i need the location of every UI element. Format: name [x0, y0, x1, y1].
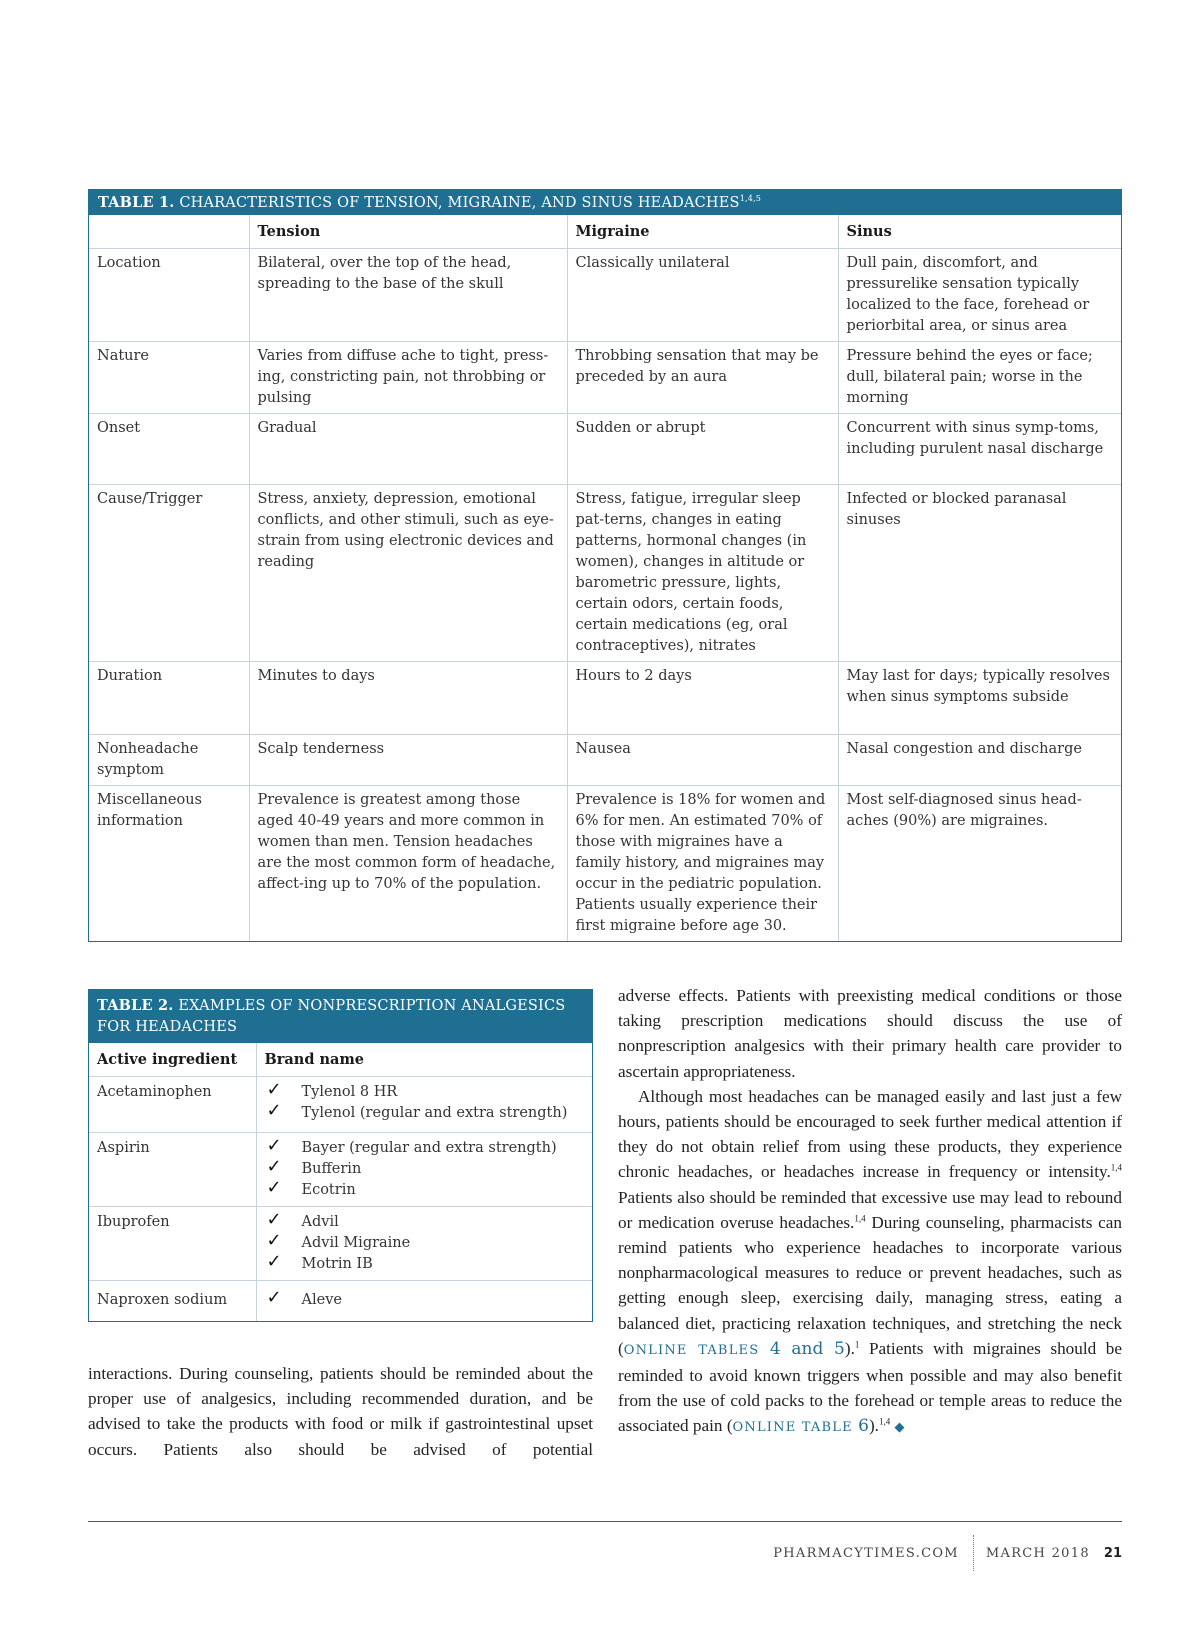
footer-rule [88, 1521, 1122, 1522]
column-header [89, 215, 249, 249]
table-row [89, 249, 1121, 342]
paragraph: interactions. During counseling, patients should be reminded about the proper use of analgesics, including recommended duration, and be advised to take the products with food or milk if gastrointestinal upset occurs. Patients also should be advised of potential [88, 1364, 593, 1459]
table-cell: Hours to 2 days [567, 662, 838, 735]
table-cell: Concurrent with sinus symp-toms, including purulent nasal discharge [838, 414, 1121, 485]
ingredient-cell: Ibuprofen [89, 1207, 256, 1281]
row-label: Location [89, 249, 249, 342]
column-header-active-ingredient: Active ingredient [89, 1043, 256, 1077]
table-row [89, 786, 1121, 942]
brand-name: Bayer (regular and extra strength) [301, 1140, 557, 1156]
list-item [265, 1287, 585, 1311]
and-word: and [780, 1338, 835, 1359]
table-cell: Minutes to days [249, 662, 567, 735]
table-row [89, 735, 1121, 786]
table-1-label: TABLE 1. [98, 194, 175, 211]
table-cell: Prevalence is greatest among those aged 40-49 years and more common in women than men. Tension headaches are the most common form of headache, affect-ing up to 70% of the population. [249, 786, 567, 942]
column-header-migraine: Migraine [567, 215, 838, 249]
row-label: Cause/Trigger [89, 485, 249, 662]
table-row [89, 1207, 592, 1281]
checkmark-icon: ✓ [266, 1230, 282, 1251]
row-label: Onset [89, 414, 249, 485]
table-row [89, 1281, 592, 1321]
text-run: Patients also should be reminded that excessive use may lead to rebound or medication overuse headaches. [618, 1187, 1122, 1232]
table-number: 4 [769, 1338, 781, 1359]
table-row [89, 485, 1121, 662]
brand-cell [256, 1281, 592, 1321]
table-2-grid [89, 1043, 592, 1321]
online-table-link[interactable] [732, 1416, 869, 1437]
text-run: Although most headaches can be managed easily and last just a few hours, patients should be encouraged to seek further medical attention if they do not obtain relief from using these products, they experience chronic headaches, or headaches increase in frequency or intensity. [618, 1086, 1122, 1182]
ingredient-cell: Naproxen sodium [89, 1281, 256, 1321]
row-label: Nonheadache symptom [89, 735, 249, 786]
list-item [265, 1209, 585, 1233]
table-1-refs: 1,4,5 [739, 194, 762, 204]
table-cell: Stress, anxiety, depression, emotional conflicts, and other stimuli, such as eye-strain from using electronic devices and reading [249, 485, 567, 662]
table-1-title: CHARACTERISTICS OF TENSION, MIGRAINE, AND SINUS HEADACHES [179, 195, 740, 211]
checkmark-icon: ✓ [266, 1156, 282, 1177]
footer-site: PHARMACYTIMES.COM [773, 1545, 959, 1561]
list-item [265, 1100, 585, 1124]
brand-name: Aleve [301, 1292, 342, 1309]
checkmark-icon: ✓ [266, 1135, 282, 1156]
brand-list [265, 1079, 585, 1124]
online-tables-text: ONLINE TABLES [623, 1342, 760, 1358]
brand-name: Advil Migraine [301, 1235, 411, 1251]
checkmark-icon: ✓ [266, 1251, 282, 1272]
brand-name: Ecotrin [301, 1182, 356, 1198]
column-header-tension: Tension [249, 215, 567, 249]
checkmark-icon: ✓ [266, 1100, 282, 1121]
table-cell: Infected or blocked paranasal sinuses [838, 485, 1121, 662]
table-cell: May last for days; typically resolves when sinus symptoms subside [838, 662, 1121, 735]
table-cell: Pressure behind the eyes or face; dull, bilateral pain; worse in the morning [838, 342, 1121, 414]
column-header-brand-name: Brand name [256, 1043, 592, 1077]
reference: 1,4 [878, 1416, 891, 1427]
table-cell: Gradual [249, 414, 567, 485]
table-number: 5 [834, 1338, 845, 1359]
brand-list [265, 1209, 585, 1275]
table-2-header [89, 990, 592, 1043]
paragraph [618, 1084, 1122, 1441]
checkmark-icon: ✓ [266, 1209, 282, 1230]
table-row [89, 342, 1121, 414]
footer-date: MARCH 2018 [985, 1545, 1090, 1561]
ingredient-cell: Aspirin [89, 1133, 256, 1207]
online-table-text: ONLINE TABLE [732, 1420, 853, 1436]
table-cell: Nausea [567, 735, 838, 786]
end-mark-icon: ◆ [894, 1419, 905, 1435]
brand-cell [256, 1133, 592, 1207]
text-run: Patients with migraines should be reminded to avoid known triggers when possible and may also benefit from the use of cold packs to the forehead or temple areas to reduce the associated pain ( [618, 1338, 1122, 1436]
row-label: Nature [89, 342, 249, 414]
footer-separator [973, 1535, 974, 1571]
table-2-title: EXAMPLES OF NONPRESCRIPTION ANALGESICS FOR HEADACHES [97, 998, 566, 1035]
table-number: 6 [858, 1416, 869, 1437]
table-1-header-row [89, 215, 1121, 249]
text-run: ). [844, 1338, 855, 1358]
text-run: During counseling, pharmacists can remind patients who experience headaches to incorporate various nonpharmacological measures to reduce or prevent headaches, such as getting enough sleep, exercising daily, managing stress, eating a balanced diet, practicing relaxation techniques, and stretching the neck ( [618, 1212, 1122, 1358]
page-number: 21 [1103, 1545, 1122, 1561]
brand-cell [256, 1207, 592, 1281]
reference: 1,4 [1110, 1162, 1122, 1173]
brand-name: Tylenol 8 HR [301, 1084, 398, 1100]
list-item [265, 1135, 585, 1159]
body-column-right [618, 983, 1122, 1441]
table-2-header-row [89, 1043, 592, 1077]
table-cell: Bilateral, over the top of the head, spreading to the base of the skull [249, 249, 567, 342]
table-row [89, 662, 1121, 735]
table-cell: Dull pain, discomfort, and pressurelike sensation typically localized to the face, forehead or periorbital area, or sinus area [838, 249, 1121, 342]
ingredient-cell: Acetaminophen [89, 1077, 256, 1133]
text-run: ). [868, 1416, 879, 1436]
row-label: Duration [89, 662, 249, 735]
brand-name: Bufferin [301, 1161, 362, 1177]
table-cell: Throbbing sensation that may be preceded by an aura [567, 342, 838, 414]
table-cell: Most self-diagnosed sinus head-aches (90%) are migraines. [838, 786, 1121, 942]
table-cell: Classically unilateral [567, 249, 838, 342]
list-item [265, 1156, 585, 1180]
table-1 [88, 189, 1122, 942]
table-row [89, 1077, 592, 1133]
table-cell: Stress, fatigue, irregular sleep pat-terns, changes in eating patterns, hormonal changes (in women), changes in altitude or barometric pressure, lights, certain odors, certain foods, certain medications (eg, oral contraceptives), nitrates [567, 485, 838, 662]
table-cell: Sudden or abrupt [567, 414, 838, 485]
brand-list [265, 1287, 585, 1311]
paragraph: adverse effects. Patients with preexisting medical conditions or those taking prescription medications should discuss the use of nonprescription analgesics with their primary health care provider to ascertain appropriateness. [618, 986, 1122, 1081]
row-label: Miscellaneous information [89, 786, 249, 942]
body-column-left [88, 1361, 593, 1462]
reference: 1,4 [854, 1213, 866, 1224]
brand-list [265, 1135, 585, 1201]
footer [773, 1535, 1122, 1571]
column-header-sinus: Sinus [838, 215, 1121, 249]
table-1-grid [89, 215, 1121, 941]
reference: 1 [854, 1339, 860, 1350]
table-1-header [89, 190, 1121, 215]
checkmark-icon: ✓ [266, 1079, 282, 1100]
table-row [89, 414, 1121, 485]
brand-cell [256, 1077, 592, 1133]
table-cell: Nasal congestion and discharge [838, 735, 1121, 786]
brand-name: Motrin IB [301, 1256, 373, 1272]
brand-name: Advil [301, 1214, 339, 1230]
brand-name: Tylenol (regular and extra strength) [301, 1105, 568, 1121]
list-item [265, 1079, 585, 1103]
online-tables-link[interactable] [623, 1338, 845, 1359]
table-cell: Varies from diffuse ache to tight, press-ing, constricting pain, not throbbing or pulsing [249, 342, 567, 414]
list-item [265, 1251, 585, 1275]
table-cell: Prevalence is 18% for women and 6% for men. An estimated 70% of those with migraines have a family history, and migraines may occur in the pediatric population. Patients usually experience their first migraine before age 30. [567, 786, 838, 942]
checkmark-icon: ✓ [266, 1177, 282, 1198]
table-2-label: TABLE 2. [97, 997, 174, 1014]
list-item [265, 1230, 585, 1254]
list-item [265, 1177, 585, 1201]
table-cell: Scalp tenderness [249, 735, 567, 786]
checkmark-icon: ✓ [266, 1287, 282, 1309]
table-2 [88, 989, 593, 1322]
table-row [89, 1133, 592, 1207]
